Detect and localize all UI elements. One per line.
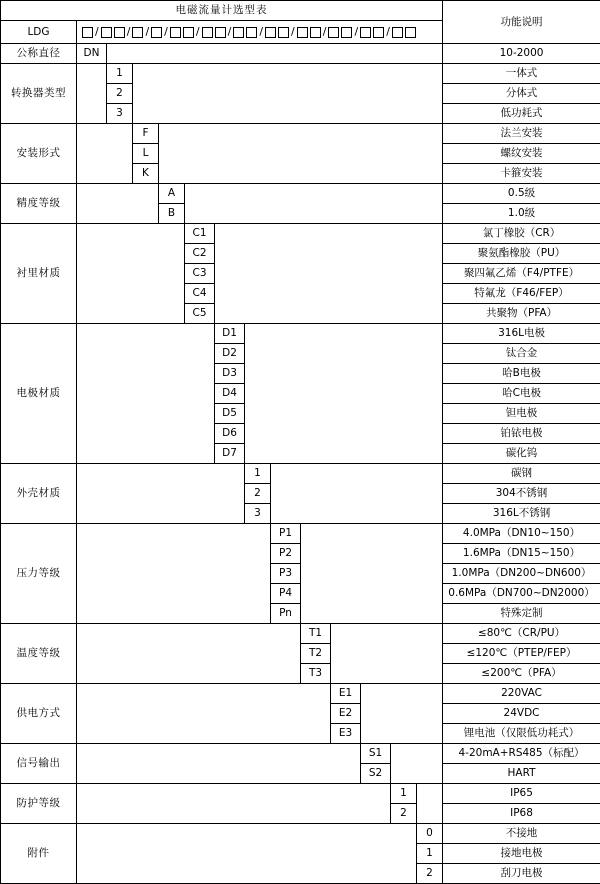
code-box — [341, 27, 352, 38]
desc-cell: 4-20mA+RS485（标配） — [443, 744, 600, 764]
spacer-right — [185, 184, 443, 224]
spacer-right — [133, 64, 443, 124]
spacer-left — [77, 224, 185, 324]
code-cell: D3 — [215, 364, 245, 384]
desc-cell: 聚氨酯橡胶（PU） — [443, 244, 600, 264]
code-cell: DN — [77, 44, 107, 64]
spacer-right — [417, 784, 443, 824]
code-cell: D2 — [215, 344, 245, 364]
desc-cell: 共聚物（PFA） — [443, 304, 600, 324]
code-cell: S2 — [361, 764, 391, 784]
code-box — [183, 27, 194, 38]
table-row — [1, 524, 600, 544]
code-box — [101, 27, 112, 38]
spacer-left — [77, 784, 391, 824]
spacer-right — [245, 324, 443, 464]
spacer-right — [107, 44, 443, 64]
desc-cell: 316L电极 — [443, 324, 600, 344]
spacer-left — [77, 744, 361, 784]
code-cell: Pn — [271, 604, 301, 624]
code-cell: 0 — [417, 824, 443, 844]
desc-cell: 氯丁橡胶（CR） — [443, 224, 600, 244]
code-separator: / — [145, 26, 149, 39]
code-box — [132, 27, 143, 38]
code-cell: 2 — [107, 84, 133, 104]
row-label-10: 信号输出 — [1, 744, 77, 784]
table-row — [1, 624, 600, 644]
row-label-1: 转换器类型 — [1, 64, 77, 124]
code-cell: 1 — [107, 64, 133, 84]
code-cell: 3 — [245, 504, 271, 524]
code-cell: T3 — [301, 664, 331, 684]
desc-cell: 聚四氟乙烯（F4/PTFE） — [443, 264, 600, 284]
code-box — [215, 27, 226, 38]
code-cell: D4 — [215, 384, 245, 404]
spacer-right — [159, 124, 443, 184]
desc-cell: ≤200℃（PFA） — [443, 664, 600, 684]
code-box — [151, 27, 162, 38]
table-row — [1, 784, 600, 804]
desc-cell: ≤120℃（PTEP/FEP） — [443, 644, 600, 664]
code-cell: C1 — [185, 224, 215, 244]
desc-cell: 低功耗式 — [443, 104, 600, 124]
spacer-left — [77, 64, 107, 124]
code-separator: / — [127, 26, 131, 39]
row-label-4: 衬里材质 — [1, 224, 77, 324]
desc-cell: 分体式 — [443, 84, 600, 104]
row-label-7: 压力等级 — [1, 524, 77, 624]
code-separator: / — [291, 26, 295, 39]
code-box — [82, 27, 93, 38]
desc-column-header: 功能说明 — [443, 1, 600, 44]
row-label-5: 电极材质 — [1, 324, 77, 464]
table-row — [1, 124, 600, 144]
spacer-left — [77, 824, 417, 884]
model-code-boxes — [77, 21, 443, 44]
spacer-left — [77, 184, 159, 224]
spacer-left — [77, 324, 215, 464]
spacer-right — [271, 464, 443, 524]
code-box — [233, 27, 244, 38]
table-row — [1, 324, 600, 344]
spacer-left — [77, 524, 271, 624]
code-cell: S1 — [361, 744, 391, 764]
code-cell: P4 — [271, 584, 301, 604]
code-cell: C5 — [185, 304, 215, 324]
desc-cell: 1.6MPa（DN15~150） — [443, 544, 600, 564]
code-separator: / — [164, 26, 168, 39]
code-cell: D5 — [215, 404, 245, 424]
code-cell: E2 — [331, 704, 361, 724]
desc-cell: 卡箍安装 — [443, 164, 600, 184]
row-label-11: 防护等级 — [1, 784, 77, 824]
spacer-right — [331, 624, 443, 684]
table-row — [1, 224, 600, 244]
code-cell: A — [159, 184, 185, 204]
code-separator: / — [228, 26, 232, 39]
desc-cell: 钽电极 — [443, 404, 600, 424]
table-row — [1, 744, 600, 764]
table-row — [1, 184, 600, 204]
table-header-row — [1, 1, 600, 21]
row-label-9: 供电方式 — [1, 684, 77, 744]
code-cell: D1 — [215, 324, 245, 344]
desc-cell: 特氟龙（F46/FEP） — [443, 284, 600, 304]
code-box — [360, 27, 371, 38]
code-cell: D7 — [215, 444, 245, 464]
desc-cell: 法兰安装 — [443, 124, 600, 144]
table-row — [1, 824, 600, 844]
row-label-12: 附件 — [1, 824, 77, 884]
code-separator: / — [259, 26, 263, 39]
code-separator: / — [323, 26, 327, 39]
table-title: 电磁流量计选型表 — [1, 1, 443, 21]
desc-cell: ≤80℃（CR/PU） — [443, 624, 600, 644]
code-box — [373, 27, 384, 38]
code-cell: T1 — [301, 624, 331, 644]
desc-cell: 碳钢 — [443, 464, 600, 484]
code-box — [246, 27, 257, 38]
desc-cell: IP68 — [443, 804, 600, 824]
code-cell: 3 — [107, 104, 133, 124]
code-cell: D6 — [215, 424, 245, 444]
code-cell: E3 — [331, 724, 361, 744]
spacer-right — [215, 224, 443, 324]
spacer-left — [77, 124, 133, 184]
code-box — [114, 27, 125, 38]
spacer-left — [77, 684, 331, 744]
code-separator: / — [95, 26, 99, 39]
spacer-right — [301, 524, 443, 624]
row-label-0: 公称直径 — [1, 44, 77, 64]
code-cell: C4 — [185, 284, 215, 304]
spacer-right — [391, 744, 443, 784]
desc-cell: 0.6MPa（DN700~DN2000） — [443, 584, 600, 604]
code-cell: 1 — [391, 784, 417, 804]
model-label: LDG — [1, 21, 77, 44]
code-cell: 2 — [391, 804, 417, 824]
desc-cell: 4.0MPa（DN10~150） — [443, 524, 600, 544]
desc-cell: 不接地 — [443, 824, 600, 844]
table-body — [1, 1, 600, 884]
spacer-right — [361, 684, 443, 744]
code-cell: 2 — [417, 864, 443, 884]
desc-cell: 特殊定制 — [443, 604, 600, 624]
row-label-3: 精度等级 — [1, 184, 77, 224]
table-row — [1, 64, 600, 84]
desc-cell: HART — [443, 764, 600, 784]
desc-cell: 1.0MPa（DN200~DN600） — [443, 564, 600, 584]
desc-cell: 24VDC — [443, 704, 600, 724]
desc-cell: 钛合金 — [443, 344, 600, 364]
code-box — [392, 27, 403, 38]
code-cell: B — [159, 204, 185, 224]
code-box — [405, 27, 416, 38]
code-cell: K — [133, 164, 159, 184]
code-cell: C2 — [185, 244, 215, 264]
desc-cell: 1.0级 — [443, 204, 600, 224]
code-cell: 1 — [245, 464, 271, 484]
code-cell: F — [133, 124, 159, 144]
code-cell: P1 — [271, 524, 301, 544]
desc-cell: 哈C电极 — [443, 384, 600, 404]
row-label-6: 外壳材质 — [1, 464, 77, 524]
code-separator: / — [386, 26, 390, 39]
code-cell: C3 — [185, 264, 215, 284]
code-box — [278, 27, 289, 38]
code-box — [310, 27, 321, 38]
code-cell: L — [133, 144, 159, 164]
code-box — [328, 27, 339, 38]
desc-cell: 一体式 — [443, 64, 600, 84]
code-box — [265, 27, 276, 38]
desc-cell: 220VAC — [443, 684, 600, 704]
code-cell: 1 — [417, 844, 443, 864]
table-row — [1, 44, 600, 64]
desc-cell: 碳化钨 — [443, 444, 600, 464]
code-cell: P2 — [271, 544, 301, 564]
desc-cell: 哈B电极 — [443, 364, 600, 384]
code-cell: P3 — [271, 564, 301, 584]
code-box — [297, 27, 308, 38]
code-box — [170, 27, 181, 38]
spacer-left — [77, 624, 301, 684]
desc-cell: 304不锈钢 — [443, 484, 600, 504]
desc-cell: 螺纹安装 — [443, 144, 600, 164]
desc-cell: 接地电极 — [443, 844, 600, 864]
row-label-8: 温度等级 — [1, 624, 77, 684]
code-cell: 2 — [245, 484, 271, 504]
desc-cell: 刮刀电极 — [443, 864, 600, 884]
table-row — [1, 684, 600, 704]
row-label-2: 安装形式 — [1, 124, 77, 184]
table-row — [1, 464, 600, 484]
desc-cell: 10-2000 — [443, 44, 600, 64]
code-cell: T2 — [301, 644, 331, 664]
desc-cell: IP65 — [443, 784, 600, 804]
code-separator: / — [196, 26, 200, 39]
code-box — [202, 27, 213, 38]
desc-cell: 锂电池（仅限低功耗式） — [443, 724, 600, 744]
code-separator: / — [354, 26, 358, 39]
code-cell: E1 — [331, 684, 361, 704]
spacer-left — [77, 464, 245, 524]
desc-cell: 0.5级 — [443, 184, 600, 204]
desc-cell: 316L不锈钢 — [443, 504, 600, 524]
desc-cell: 铂铱电极 — [443, 424, 600, 444]
